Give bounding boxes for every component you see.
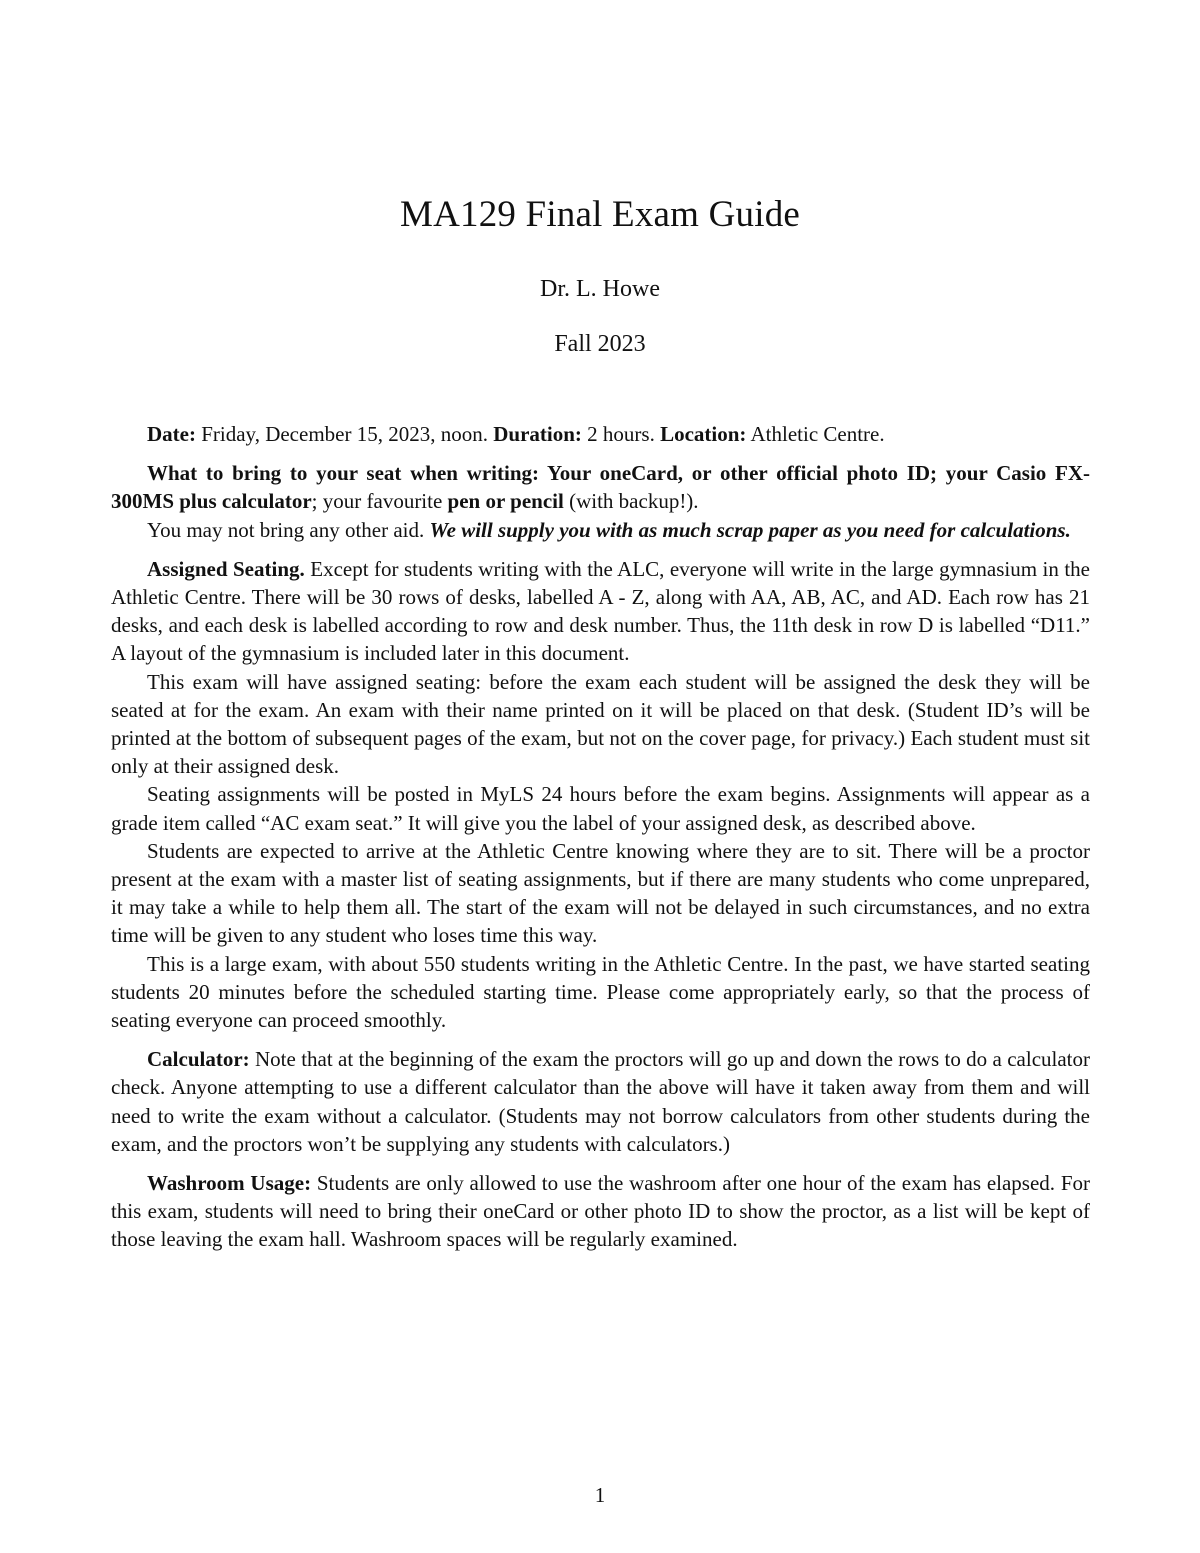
washroom-label: Washroom Usage: xyxy=(147,1171,312,1196)
document-title: MA129 Final Exam Guide xyxy=(399,194,801,235)
seating-paragraph-2: This exam will have assigned seating: before the exam each student will be assigned the desk they will be seated at for the exam. An exam with their name printed on it will be placed on that desk. (Student ID’s will be printed at the bottom of subsequent pages of the exam, but not on the cover page, for privacy.) Each student must sit only at their assigned desk. xyxy=(111,669,1090,779)
page-number: 1 xyxy=(594,1483,606,1507)
calculator-paragraph xyxy=(111,1045,1090,1158)
seating-paragraph-3: Seating assignments will be posted in MyLS 24 hours before the exam begins. Assignments will appear as a grade item called “AC exam seat.” It will give you the label of your assigned desk, as described above. xyxy=(111,782,1090,835)
date-label: Date: xyxy=(147,422,196,446)
washroom-paragraph xyxy=(111,1169,1090,1254)
document-term: Fall 2023 xyxy=(554,331,646,357)
no-aid-text: You may not bring any other aid. xyxy=(147,517,430,542)
scrap-paper-text: We will supply you with as much scrap paper as you need for calculations. xyxy=(429,517,1071,542)
duration-value: 2 hours. xyxy=(581,422,661,446)
document-author: Dr. L. Howe xyxy=(540,276,660,302)
seating-text-1: Except for students writing with the ALC, everyone will write in the large gymnasium in the Athletic Centre. There will be 30 rows of desks, labelled A - Z, along with AA, AB, AC, and AD. Each row has 21 desks, and each desk is labelled according to row and desk number. Thus, the 11th desk in row D is labelled “D11.” A layout of the gymnasium is included later in this document. xyxy=(111,556,1091,666)
washroom-text: Students are only allowed to use the washroom after one hour of the exam has elapsed. For this exam, students will need to bring their oneCard or other photo ID to show the proctor, as a list will be kept of those leaving the exam hall. Washroom spaces will be regularly examined. xyxy=(111,1171,1091,1252)
bring-pen: pen or pencil xyxy=(447,489,564,514)
bring-lead: What to bring to your seat when writing: Your oneCard, or other official photo ID; your Casio FX-300MS plus calculator xyxy=(111,461,1090,514)
bring-mid: ; your favourite xyxy=(311,489,448,514)
calculator-text: Note that at the beginning of the exam the proctors will go up and down the rows to do a calculator check. Anyone attempting to use a different calculator than the above will have it taken away from them and will need to write the exam without a calculator. (Students may not borrow calculators from other students during the exam, and the proctors won’t be supplying any students with calculators.) xyxy=(111,1047,1090,1156)
seating-label: Assigned Seating. xyxy=(147,556,305,581)
location-label: Location: xyxy=(660,422,747,446)
date-value: Friday, December 15, 2023, noon. xyxy=(195,422,494,446)
seating-paragraph-5: This is a large exam, with about 550 students writing in the Athletic Centre. In the past, we have started seating students 20 minutes before the scheduled starting time. Please come appropriately early, so that the process of seating everyone can proceed smoothly. xyxy=(111,951,1090,1033)
bring-paragraph xyxy=(111,459,1090,515)
duration-label: Duration: xyxy=(493,422,582,446)
logistics-paragraph xyxy=(111,420,1090,448)
seating-paragraph-4: Students are expected to arrive at the Athletic Centre knowing where they are to sit. There will be a proctor present at the exam with a master list of seating assignments, but if there are many students who come unprepared, it may take a while to help them all. The start of the exam will not be delayed in such circumstances, and no extra time will be given to any student who loses time this way. xyxy=(111,838,1090,948)
aid-paragraph xyxy=(111,516,1090,544)
location-value: Athletic Centre. xyxy=(746,422,885,446)
bring-tail: (with backup!). xyxy=(563,489,699,514)
seating-paragraph-1 xyxy=(111,555,1090,668)
document-body xyxy=(111,420,1090,1254)
calculator-label: Calculator: xyxy=(147,1047,250,1072)
